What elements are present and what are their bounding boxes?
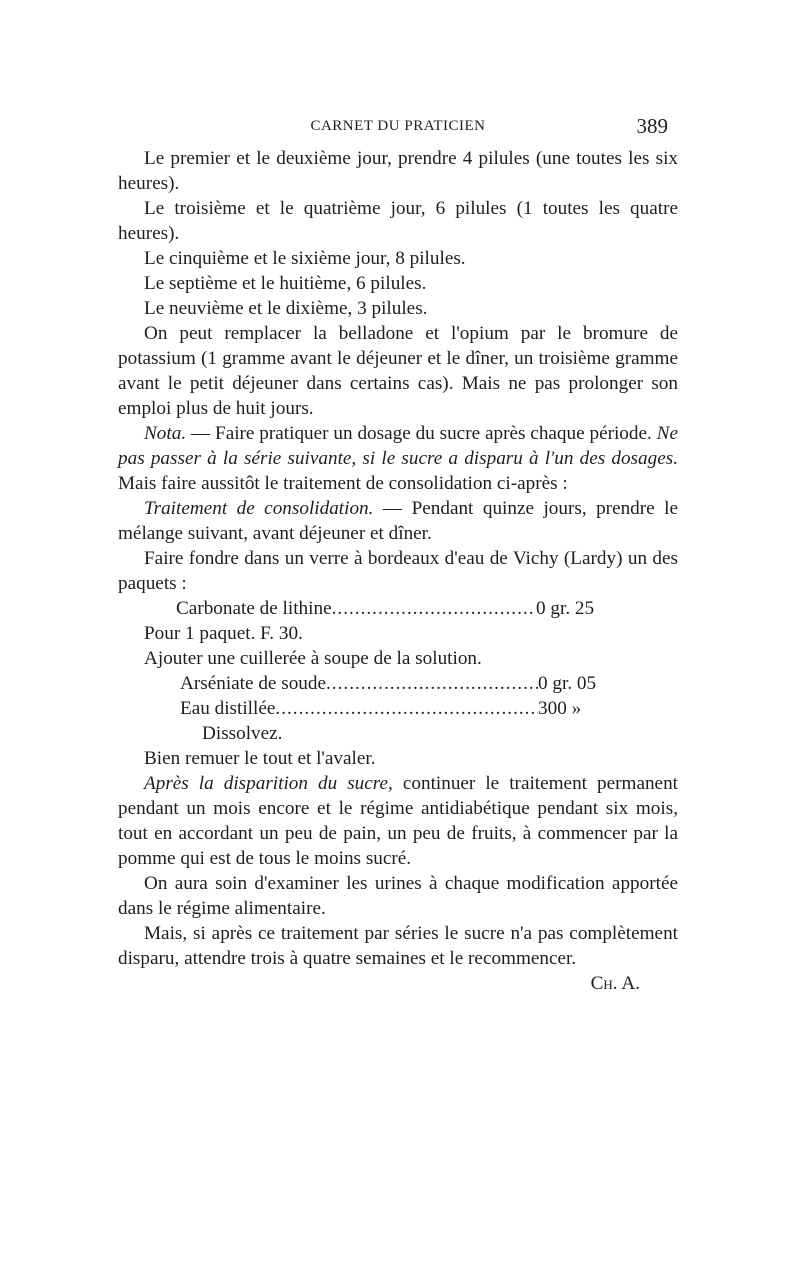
paragraph-bromure: On peut remplacer la belladone et l'opium par le bromure de potassium (1 gramme avant le déjeuner et le dîner, un troisième gramme avant le petit déjeuner dans certains cas). Mais ne pas prolonger son emploi plus de huit jours.	[118, 323, 678, 419]
nota-text-2: Mais faire aussitôt le traitement de consolidation ci-après :	[118, 473, 568, 494]
dissolvez: Dissolvez.	[202, 723, 283, 744]
formula-eau-name: Eau distillée	[180, 698, 276, 719]
formula-arseniate	[180, 671, 678, 696]
remuer: Bien remuer le tout et l'avaler.	[144, 748, 376, 769]
dot-leader	[275, 696, 538, 721]
pour-paquet: Pour 1 paquet. F. 30.	[144, 623, 303, 644]
page-header	[118, 112, 678, 146]
formula-arseniate-name: Arséniate de soude	[180, 673, 326, 694]
paragraph-day-5-6: Le cinquième et le sixième jour, 8 pilules.	[144, 248, 466, 269]
paragraph-recommencer: Mais, si après ce traitement par séries le sucre n'a pas complètement disparu, attendre trois à quatre semaines et le recommencer.	[118, 923, 678, 969]
paragraph-nota	[118, 421, 678, 496]
nota-lead: Nota.	[144, 423, 187, 444]
paragraph-day-7-8: Le septième et le huitième, 6 pilules.	[144, 273, 427, 294]
book-page	[118, 112, 678, 996]
dot-leader	[326, 671, 538, 696]
disparition-text: continuer le traitement permanent pendant un mois encore et le régime antidiabétique pendant six mois, tout en accordant un peu de pain, un peu de fruits, à commencer par la pomme qui est de tous le moins sucré.	[118, 773, 678, 869]
page-body	[118, 146, 678, 996]
ajouter: Ajouter une cuillerée à soupe de la solution.	[144, 648, 482, 669]
paragraph-consolidation	[118, 496, 678, 546]
page-number: 389	[636, 114, 668, 138]
dot-leader	[332, 596, 536, 621]
paragraph-disparition	[118, 771, 678, 871]
consolidation-lead: Traitement de consolidation.	[144, 498, 374, 519]
consolidation-text: — Pendant quinze jours, prendre le mélange suivant, avant déjeuner et dîner.	[118, 498, 678, 544]
nota-text: — Faire pratiquer un dosage du sucre après chaque période.	[186, 423, 657, 444]
paragraph-day-1-2: Le premier et le deuxième jour, prendre 4 pilules (une toutes les six heures).	[118, 148, 678, 194]
formula-carbonate	[176, 596, 678, 621]
paragraph-day-9-10: Le neuvième et le dixième, 3 pilules.	[144, 298, 428, 319]
running-title: CARNET DU PRATICIEN	[310, 118, 486, 134]
nota-italic: Ne pas passer à la série suivante, si le sucre a disparu à l'un des dosages.	[118, 423, 678, 469]
formula-arseniate-qty: 0 gr. 05	[538, 673, 597, 694]
formula-carbonate-qty: 0 gr. 25	[536, 598, 595, 619]
paragraph-vichy: Faire fondre dans un verre à bordeaux d'eau de Vichy (Lardy) un des paquets :	[118, 548, 678, 594]
paragraph-day-3-4: Le troisième et le quatrième jour, 6 pilules (1 toutes les quatre heures).	[118, 198, 678, 244]
signature: Ch. A.	[590, 973, 640, 994]
formula-eau	[180, 696, 678, 721]
formula-carbonate-name: Carbonate de lithine	[176, 598, 332, 619]
formula-eau-qty: 300 »	[538, 698, 582, 719]
disparition-lead: Après la disparition du sucre,	[144, 773, 393, 794]
paragraph-urines: On aura soin d'examiner les urines à chaque modification apportée dans le régime alimentaire.	[118, 873, 678, 919]
